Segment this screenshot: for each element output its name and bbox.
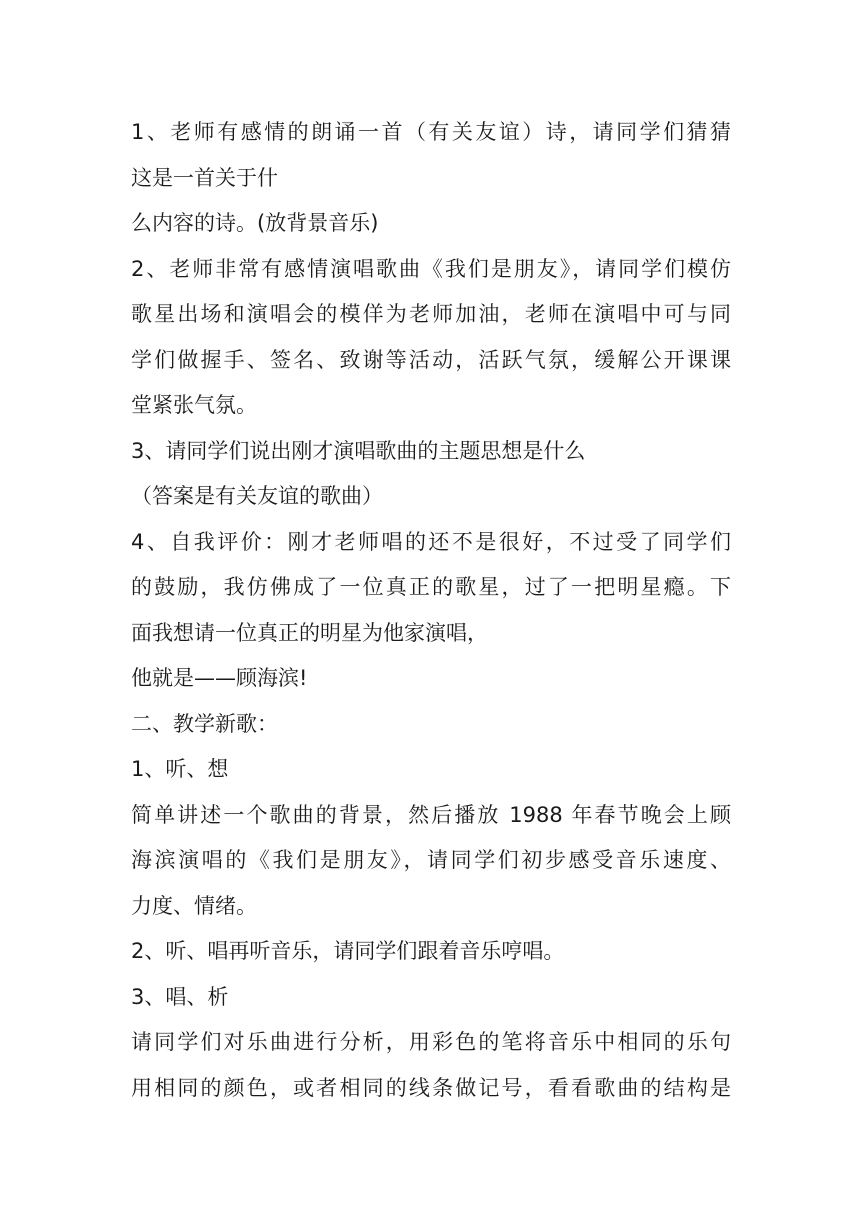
text-line: 请同学们对乐曲进行分析，用彩色的笔将音乐中相同的乐句 [131, 1030, 731, 1054]
text-line: 歌星出场和演唱会的模佯为老师加油，老师在演唱中可与同 [131, 302, 731, 326]
text-line: 用相同的颜色，或者相同的线条做记号，看看歌曲的结构是 [131, 1075, 731, 1100]
document-body [131, 110, 731, 1111]
text-line: 力度、情绪。 [131, 893, 257, 918]
text-line: （答案是有关友谊的歌曲） [131, 484, 383, 508]
text-line: 海滨演唱的《我们是朋友》，请同学们初步感受音乐速度、 [131, 848, 731, 872]
text-line: 他就是——顾海滨! [131, 666, 308, 690]
text-line: 简单讲述一个歌曲的背景，然后播放 1988 年春节晚会上顾 [131, 802, 731, 827]
text-line: 2、听、唱再听音乐，请同学们跟着音乐哼唱。 [131, 939, 565, 963]
text-line: 么内容的诗。(放背景音乐) [131, 211, 379, 235]
text-line: 1、听、想 [131, 757, 229, 781]
text-line: 4、自我评价：刚才老师唱的还不是很好，不过受了同学们 [131, 529, 731, 554]
text-line: 的鼓励，我仿佛成了一位真正的歌星，过了一把明星瘾。下 [131, 575, 731, 599]
text-line: 3、唱、析 [131, 984, 229, 1009]
section-heading: 二、教学新歌： [131, 711, 278, 736]
text-line: 学们做握手、签名、致谢等活动，活跃气氛，缓解公开课课 [131, 347, 731, 372]
text-line: 2、老师非常有感情演唱歌曲《我们是朋友》，请同学们模仿 [131, 256, 731, 281]
text-line: 面我想请一位真正的明星为他家演唱， [131, 620, 488, 645]
text-line: 这是一首关于什 [131, 165, 278, 190]
text-line: 3、请同学们说出刚才演唱歌曲的主题思想是什么 [131, 438, 586, 463]
text-line: 1、老师有感情的朗诵一首（有关友谊）诗，请同学们猜猜 [131, 120, 731, 144]
text-line: 堂紧张气氛。 [131, 393, 257, 417]
